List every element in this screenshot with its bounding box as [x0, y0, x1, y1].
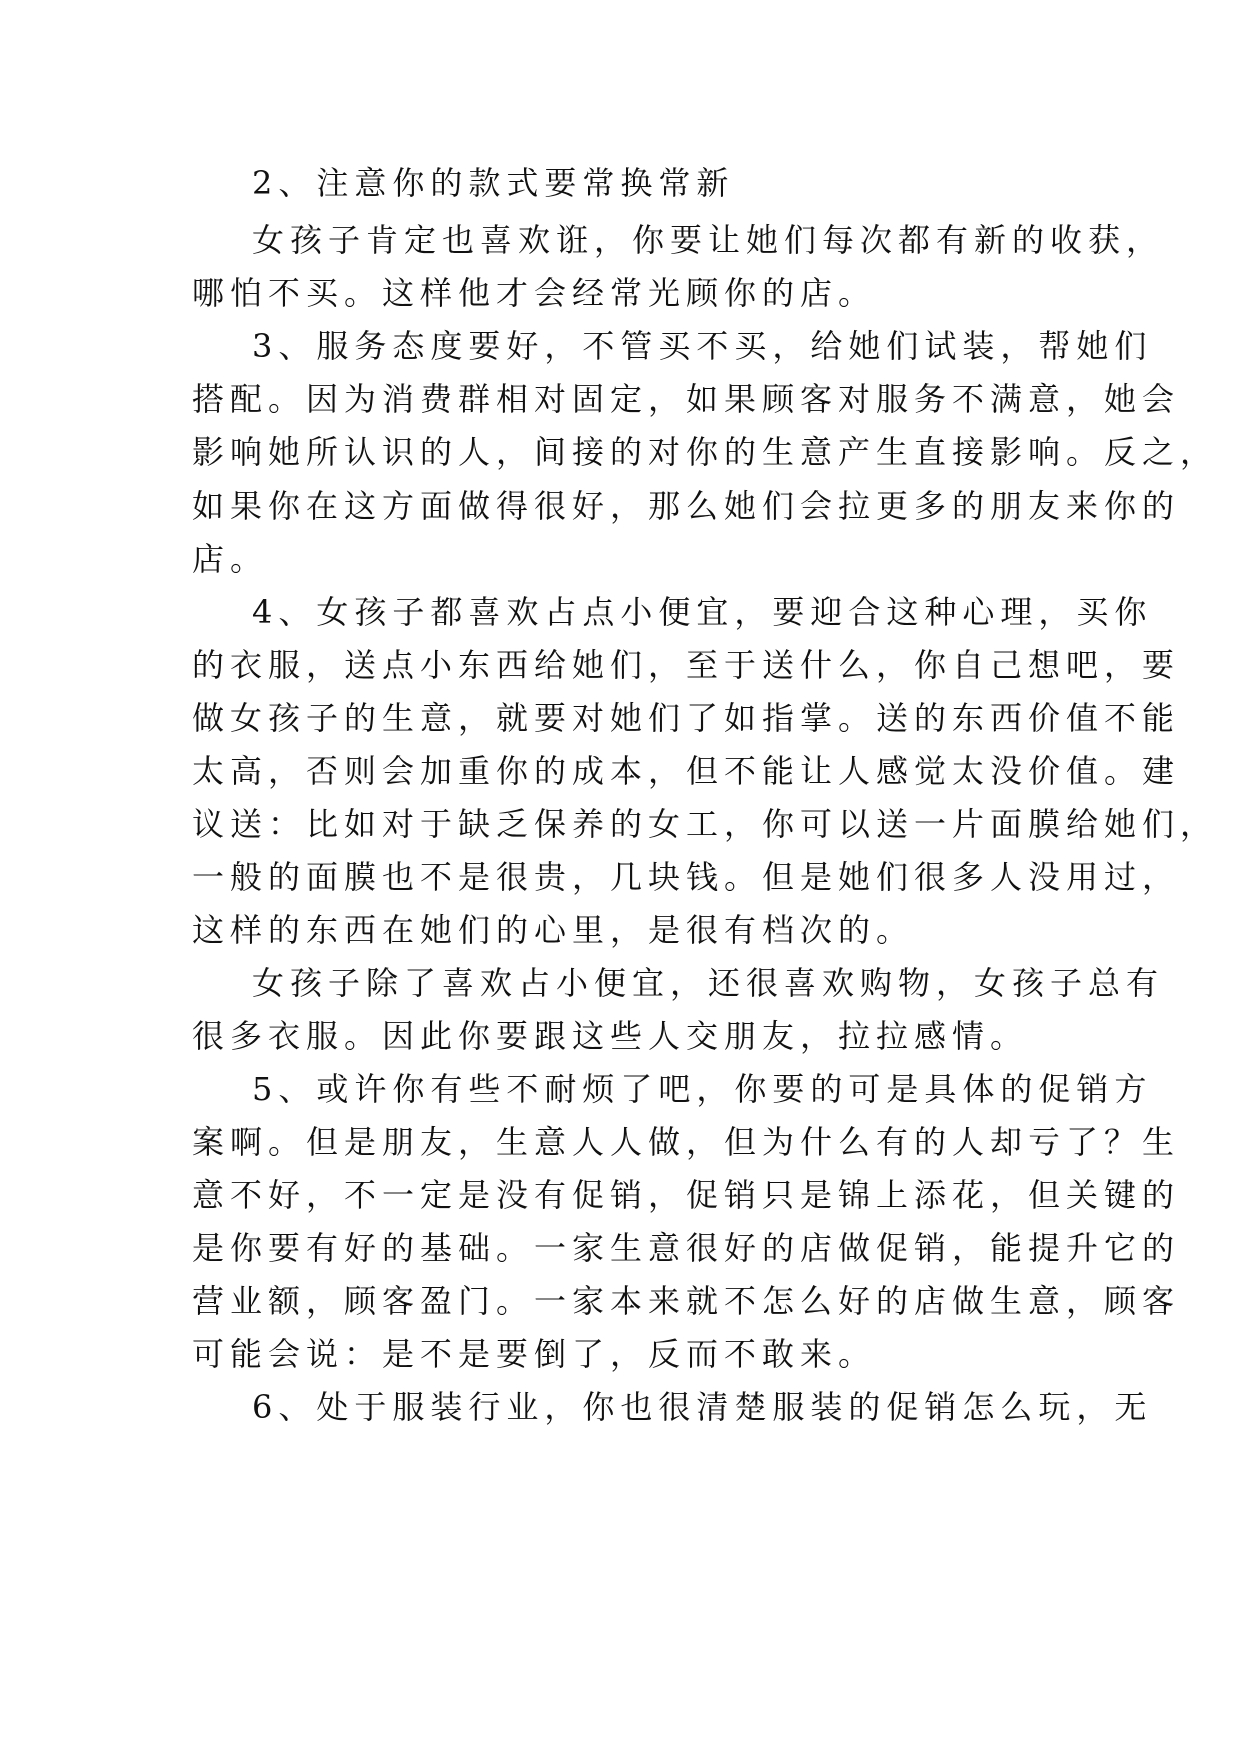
paragraph-line: 意不好，不一定是没有促销，促销只是锦上添花，但关键的	[192, 1176, 1181, 1214]
paragraph-line: 女孩子肯定也喜欢诳，你要让她们每次都有新的收获，	[252, 221, 1165, 259]
paragraph-line: 哪怕不买。这样他才会经常光顾你的店。	[192, 274, 877, 312]
paragraph-line: 营业额，顾客盈门。一家本来就不怎么好的店做生意，顾客	[192, 1282, 1181, 1320]
paragraph-line: 这样的东西在她们的心里，是很有档次的。	[192, 911, 915, 949]
paragraph-line: 搭配。因为消费群相对固定，如果顾客对服务不满意，她会	[192, 380, 1181, 418]
paragraph-line: 3、服务态度要好，不管买不买，给她们试装，帮她们	[252, 327, 1153, 365]
paragraph-line: 可能会说：是不是要倒了，反而不敢来。	[192, 1335, 877, 1373]
paragraph-line: 的衣服，送点小东西给她们，至于送什么，你自己想吧，要	[192, 646, 1181, 684]
paragraph-line: 店。	[192, 540, 269, 578]
paragraph-line: 太高，否则会加重你的成本，但不能让人感觉太没价值。建	[192, 752, 1181, 790]
paragraph-line: 5、或许你有些不耐烦了吧，你要的可是具体的促销方	[252, 1070, 1153, 1108]
paragraph-line: 很多衣服。因此你要跟这些人交朋友，拉拉感情。	[192, 1017, 1029, 1055]
paragraph-line: 做女孩子的生意，就要对她们了如指掌。送的东西价值不能	[192, 699, 1181, 737]
paragraph-line: 如果你在这方面做得很好，那么她们会拉更多的朋友来你的	[192, 487, 1181, 525]
paragraph-line: 影响她所认识的人，间接的对你的生意产生直接影响。反之，	[192, 433, 1219, 471]
heading-item-2: 2、注意你的款式要常换常新	[252, 164, 735, 202]
paragraph-line: 4、女孩子都喜欢占点小便宜，要迎合这种心理，买你	[252, 593, 1153, 631]
paragraph-line: 一般的面膜也不是很贵，几块钱。但是她们很多人没用过，	[192, 858, 1181, 896]
paragraph-line: 女孩子除了喜欢占小便宜，还很喜欢购物，女孩子总有	[252, 964, 1165, 1002]
paragraph-line: 案啊。但是朋友，生意人人做，但为什么有的人却亏了？生	[192, 1123, 1181, 1161]
paragraph-line: 6、处于服装行业，你也很清楚服装的促销怎么玩，无	[252, 1388, 1153, 1426]
paragraph-line: 是你要有好的基础。一家生意很好的店做促销，能提升它的	[192, 1229, 1181, 1267]
paragraph-line: 议送：比如对于缺乏保养的女工，你可以送一片面膜给她们，	[192, 805, 1219, 843]
